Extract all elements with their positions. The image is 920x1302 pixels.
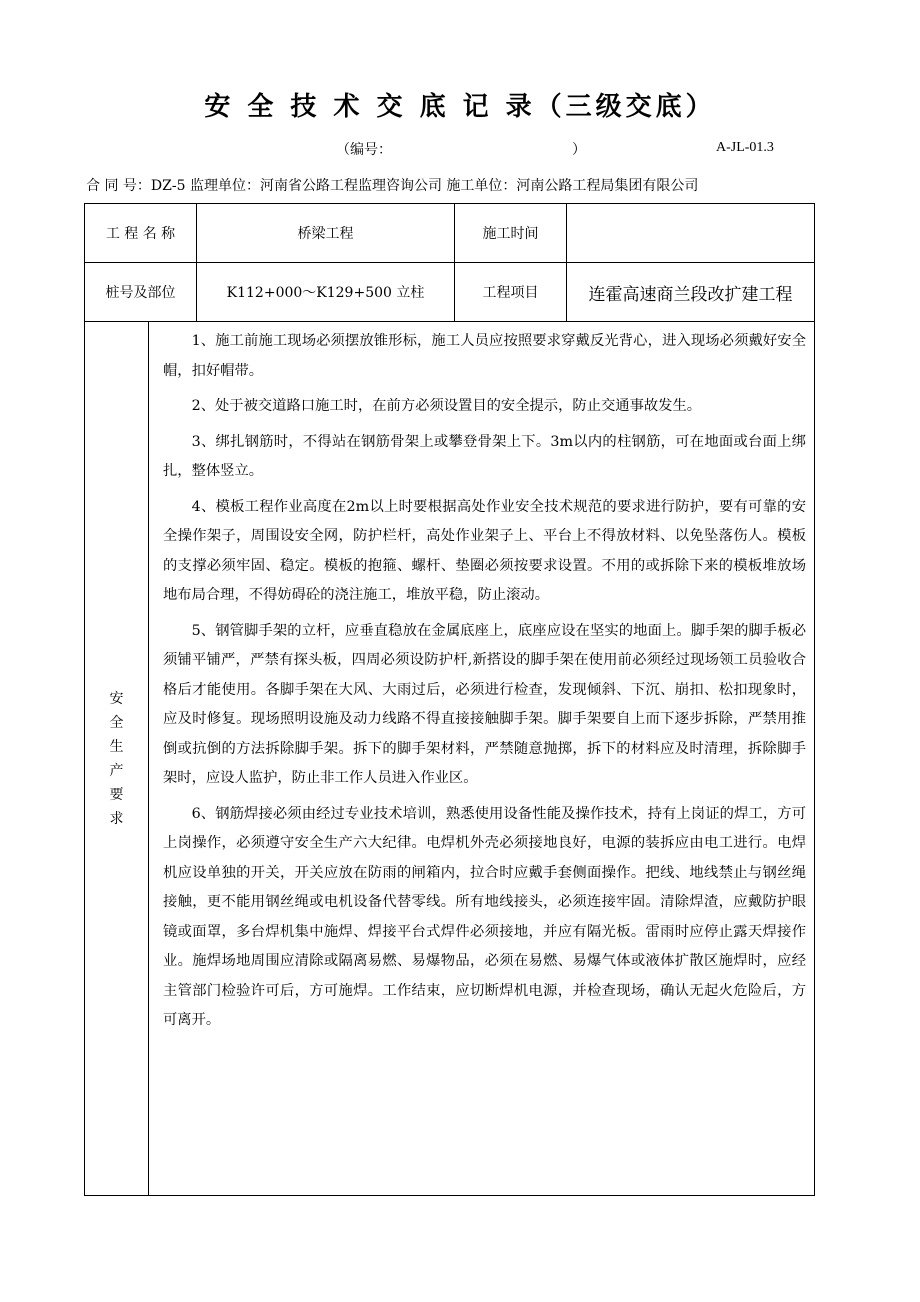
record-table: [84, 203, 815, 1196]
requirement-item: 4、模板工程作业高度在2m以上时要根据高处作业安全技术规范的要求进行防护，要有可靠的安全操作架子，周围设安全网，防护栏杆，高处作业架子上、平台上不得放材料、以免坠落伤人。模板的支撑必须牢固、稳定。模板的抱箍、螺杆、垫圈必须按要求设置。不用的或拆除下来的模板堆放场地布局合理，不得妨碍砼的浇注施工，堆放平稳，防止滚动。: [163, 498, 807, 603]
row-project-name: [85, 204, 815, 263]
construction-time-label: 施工时间: [455, 204, 567, 263]
station-value: K112+000～K129+500 立柱: [197, 263, 455, 322]
row-requirements: [85, 322, 815, 1196]
requirement-item: 6、钢筋焊接必须由经过专业技术培训，熟悉使用设备性能及操作技术，持有上岗证的焊工，方可上岗操作，必须遵守安全生产六大纪律。电焊机外壳必须接地良好，电源的装拆应由电工进行。电焊机应设单独的开关，开关应放在防雨的闸箱内，拉合时应戴手套侧面操作。把线、地线禁止与钢丝绳接触，更不能用钢丝绳或电机设备代替零线。所有地线接头，必须连接牢固。清除焊渣，应戴防护眼镜或面罩，多台焊机集中施焊、焊接平台式焊件必须接地，并应有隔光板。雷雨时应停止露天焊接作业。施焊场地周围应清除或隔离易燃、易爆物品，必须在易燃、易爆气体或液体扩散区施焊时，应经主管部门检验许可后，方可施焊。工作结束，应切断焊机电源，并检查现场，确认无起火危险后，方可离开。: [163, 805, 807, 1028]
requirement-item: 1、施工前施工现场必须摆放锥形标，施工人员应按照要求穿戴反光背心，进入现场必须戴好安全帽，扣好帽带。: [163, 333, 807, 379]
requirement-item: 2、处于被交道路口施工时，在前方必须设置目的安全提示，防止交通事故发生。: [191, 398, 702, 414]
project-name-value: 桥梁工程: [197, 204, 455, 263]
project-item-label: 工程项目: [455, 263, 567, 322]
section-label: 安全生产要求: [109, 690, 124, 827]
project-item-value: 连霍高速商兰段改扩建工程: [567, 263, 815, 322]
requirement-item: 3、绑扎钢筋时，不得站在钢筋骨架上或攀登骨架上下。3m以内的柱钢筋，可在地面或台面上绑扎，整体竖立。: [163, 433, 807, 479]
document-title: 安 全 技 术 交 底 记 录（三级交底）: [204, 92, 716, 122]
requirement-item: 5、钢管脚手架的立杆，应垂直稳放在金属底座上，底座应设在坚实的地面上。脚手架的脚手板必须铺平铺严，严禁有探头板，四周必须设防护杆,新搭设的脚手架在使用前必须经过现场领工员验收合格后才能使用。各脚手架在大风、大雨过后，必须进行检查，发现倾斜、下沉、崩扣、松扣现象时，应及时修复。现场照明设施及动力线路不得直接接触脚手架。脚手架要自上而下逐步拆除，严禁用推倒或抗倒的方法拆除脚手架。拆下的脚手架材料，严禁随意抛掷，拆下的材料应及时清理，拆除脚手架时，应设人监护，防止非工作人员进入作业区。: [163, 622, 807, 786]
project-name-label: 工 程 名 称: [85, 204, 197, 263]
section-label-cell: [85, 322, 149, 1196]
number-label: （编号：: [336, 142, 392, 158]
row-station: [85, 263, 815, 322]
station-label: 桩号及部位: [85, 263, 197, 322]
number-close: ）: [572, 142, 586, 158]
form-code: A-JL-01.3: [716, 140, 774, 155]
construction-time-value: [567, 204, 815, 263]
requirements-content: [149, 322, 815, 1196]
contract-line: 合 同 号：DZ-5 监理单位：河南省公路工程监理咨询公司 施工单位：河南公路工程局集团有限公司: [86, 178, 699, 194]
document-number: [336, 139, 586, 159]
